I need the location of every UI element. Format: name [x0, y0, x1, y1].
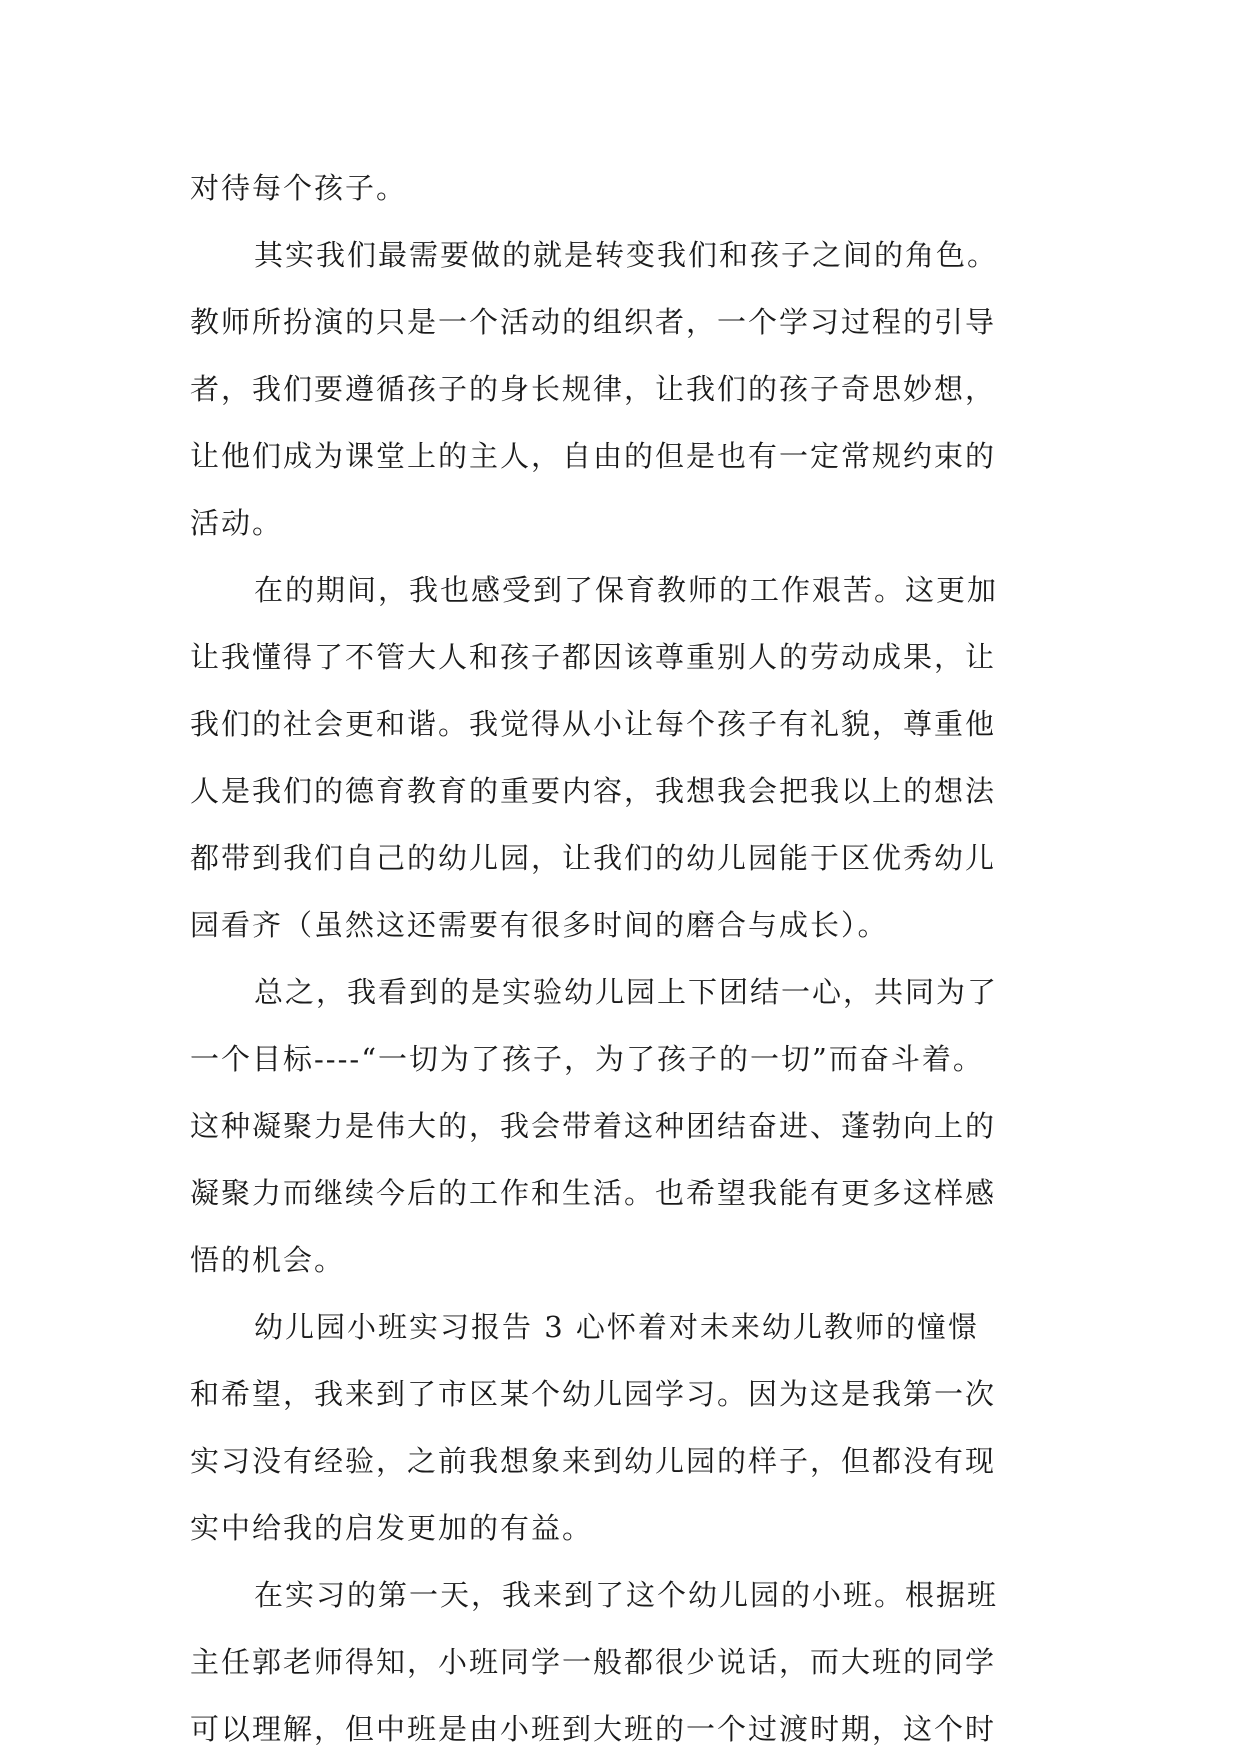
- text-line: 园看齐（虽然这还需要有很多时间的磨合与成长）。: [190, 908, 889, 942]
- text-line: 活动。: [190, 506, 284, 540]
- text-line: 我们的社会更和谐。我觉得从小让每个孩子有礼貌，尊重他: [190, 707, 997, 741]
- text-line: 幼儿园小班实习报告 3 心怀着对未来幼儿教师的憧憬: [254, 1310, 979, 1344]
- text-line: 对待每个孩子。: [190, 171, 408, 205]
- text-line: 悟的机会。: [190, 1243, 346, 1277]
- text-line: 让我懂得了不管大人和孩子都因该尊重别人的劳动成果，让: [190, 640, 997, 674]
- body-text: [190, 155, 1055, 1763]
- text-line: 总之，我看到的是实验幼儿园上下团结一心，共同为了: [254, 975, 999, 1009]
- text-line: 这种凝聚力是伟大的，我会带着这种团结奋进、蓬勃向上的: [190, 1109, 997, 1143]
- text-line: 可以理解，但中班是由小班到大班的一个过渡时期，这个时: [190, 1712, 997, 1746]
- text-line: 主任郭老师得知，小班同学一般都很少说话，而大班的同学: [190, 1645, 997, 1679]
- text-line: 让他们成为课堂上的主人，自由的但是也有一定常规约束的: [190, 439, 997, 473]
- text-line: 和希望，我来到了市区某个幼儿园学习。因为这是我第一次: [190, 1377, 997, 1411]
- text-line: 其实我们最需要做的就是转变我们和孩子之间的角色。: [254, 238, 999, 272]
- text-line: 凝聚力而继续今后的工作和生活。也希望我能有更多这样感: [190, 1176, 997, 1210]
- text-line: 一个目标----“一切为了孩子，为了孩子的一切”而奋斗着。: [190, 1042, 984, 1076]
- text-line: 者，我们要遵循孩子的身长规律，让我们的孩子奇思妙想，: [190, 372, 997, 406]
- text-line: 都带到我们自己的幼儿园，让我们的幼儿园能于区优秀幼儿: [190, 841, 997, 875]
- text-line: 在实习的第一天，我来到了这个幼儿园的小班。根据班: [254, 1578, 999, 1612]
- text-line: 在的期间，我也感受到了保育教师的工作艰苦。这更加: [254, 573, 999, 607]
- text-line: 教师所扮演的只是一个活动的组织者，一个学习过程的引导: [190, 305, 997, 339]
- text-line: 人是我们的德育教育的重要内容，我想我会把我以上的想法: [190, 774, 997, 808]
- text-line: 实习没有经验，之前我想象来到幼儿园的样子，但都没有现: [190, 1444, 997, 1478]
- text-line: 实中给我的启发更加的有益。: [190, 1511, 594, 1545]
